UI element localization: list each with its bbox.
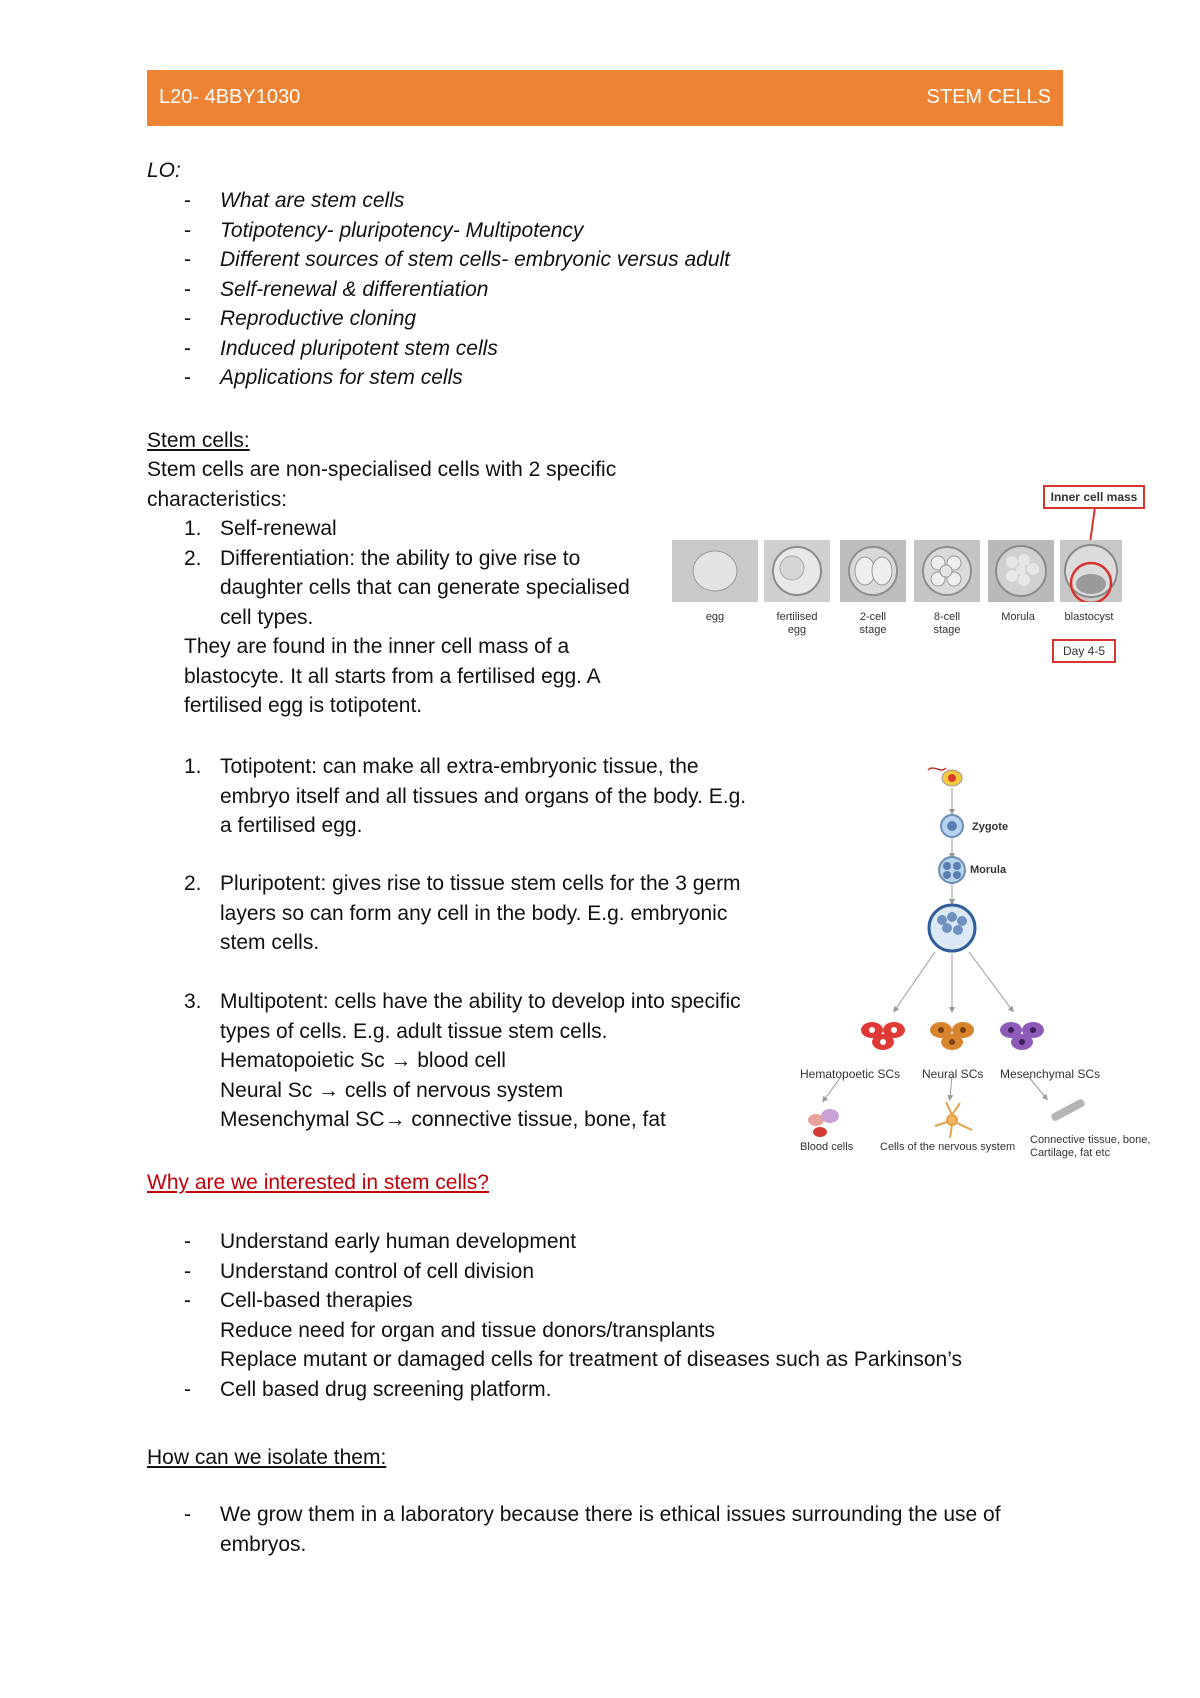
potency-number: 3.	[184, 990, 202, 1013]
lo-item: Induced pluripotent stem cells	[220, 336, 498, 360]
lo-title: LO:	[147, 159, 181, 182]
caption-line: stage	[859, 624, 887, 636]
potency-line: a fertilised egg.	[220, 814, 363, 837]
lo-dash: -	[184, 277, 191, 301]
lo-item: Reproductive cloning	[220, 307, 417, 330]
why-dash: -	[184, 1377, 191, 1401]
day-label: Day 4-5	[1052, 639, 1116, 663]
found-line: fertilised egg is totipotent.	[184, 694, 423, 717]
embryo-stage-images	[672, 538, 1122, 602]
why-line: Understand early human development	[220, 1230, 577, 1253]
neural-sc-label: Neural SCs	[922, 1067, 984, 1081]
lo-item: What are stem cells	[220, 189, 405, 212]
embryo-stage-caption	[907, 611, 987, 637]
hematopoietic-sc-label: Hematopoetic SCs	[800, 1067, 901, 1081]
connective-label-1: Connective tissue, bone,	[1030, 1134, 1150, 1146]
caption-line: stage	[933, 624, 961, 636]
potency-line: types of cells. E.g. adult tissue stem cells.	[220, 1019, 608, 1043]
lo-item: Totipotency- pluripotency- Multipotency	[220, 218, 584, 242]
found-line: blastocyte. It all starts from a fertilised egg. A	[184, 664, 601, 688]
why-dash: -	[184, 1259, 191, 1283]
potency-line: stem cells.	[220, 931, 320, 954]
caption-line: 2-cell	[859, 611, 887, 623]
lo-dash: -	[184, 218, 191, 242]
connective-tissue-icon	[1050, 1098, 1086, 1122]
neuron-icon	[935, 1102, 972, 1138]
lo-dash: -	[184, 366, 191, 389]
embryo-stage-caption	[833, 611, 913, 637]
differentiation-tree	[800, 760, 1150, 1160]
isolate-line-2: embryos.	[220, 1533, 307, 1556]
characteristic-line: Differentiation: the ability to give rise to	[220, 546, 581, 570]
inner-cell-mass-label: Inner cell mass	[1043, 485, 1145, 509]
characteristic-number: 1.	[184, 517, 202, 540]
course-code: L20- 4BBY1030	[159, 86, 301, 108]
potency-line: Multipotent: cells have the ability to develop into specific	[220, 990, 741, 1013]
caption-line: blastocyst	[1064, 611, 1114, 623]
isolate-heading: How can we isolate them:	[147, 1446, 387, 1469]
caption-line: Morula	[1001, 611, 1035, 623]
embryo-stage-caption	[675, 611, 755, 624]
blood-cells-label: Blood cells	[800, 1141, 854, 1153]
embryo-stage-caption	[978, 611, 1058, 624]
characteristic-line: daughter cells that can generate specialised	[220, 576, 630, 599]
why-dash: -	[184, 1289, 191, 1312]
mesenchymal-sc-label: Mesenchymal SCs	[1000, 1067, 1101, 1081]
lo-dash: -	[184, 248, 191, 271]
hematopoietic-sc-icon	[861, 1022, 905, 1050]
characteristic-line: cell types.	[220, 605, 314, 629]
why-line: Cell-based therapies	[220, 1289, 413, 1312]
caption-line: 8-cell	[933, 611, 961, 623]
why-dash: -	[184, 1230, 191, 1253]
morula-label: Morula	[970, 864, 1007, 876]
sperm-icon	[928, 768, 946, 770]
why-line: Understand control of cell division	[220, 1259, 534, 1283]
blood-cells-icon	[808, 1109, 839, 1137]
why-heading: Why are we interested in stem cells?	[147, 1171, 489, 1194]
potency-number: 1.	[184, 755, 202, 778]
header-bar	[147, 70, 1063, 126]
why-line: Reduce need for organ and tissue donors/transplants	[220, 1318, 715, 1342]
potency-line: Totipotent: can make all extra-embryonic tissue, the	[220, 755, 699, 778]
embryo-stage-caption	[757, 611, 837, 637]
lo-dash: -	[184, 189, 191, 212]
mesenchymal-sc-icon	[1000, 1022, 1044, 1050]
potency-line: layers so can form any cell in the body. E.g. embryonic	[220, 901, 728, 925]
lecture-title: STEM CELLS	[926, 86, 1051, 108]
morula-icon	[939, 857, 965, 883]
stem-intro-2: characteristics:	[147, 488, 288, 511]
stem-intro-1: Stem cells are non-specialised cells with 2 specific	[147, 458, 617, 481]
lo-dash: -	[184, 307, 191, 330]
potency-number: 2.	[184, 872, 202, 895]
connective-label-2: Cartilage, fat etc	[1030, 1147, 1111, 1159]
caption-line: egg	[705, 611, 725, 623]
neural-sc-icon	[930, 1022, 974, 1050]
potency-line: Pluripotent: gives rise to tissue stem cells for the 3 germ	[220, 872, 741, 895]
zygote-label: Zygote	[972, 821, 1009, 833]
why-line: Cell based drug screening platform.	[220, 1377, 552, 1401]
embryo-stage-caption	[1049, 611, 1129, 624]
lo-item: Self-renewal & differentiation	[220, 277, 489, 301]
caption-line: fertilised	[776, 611, 818, 623]
why-line: Replace mutant or damaged cells for treatment of diseases such as Parkinson’s	[220, 1348, 962, 1371]
potency-line: Hematopoietic Sc → blood cell	[220, 1049, 506, 1072]
found-line: They are found in the inner cell mass of a	[184, 635, 570, 658]
isolate-line-1: We grow them in a laboratory because there is ethical issues surrounding the use of	[220, 1503, 1001, 1526]
potency-line: embryo itself and all tissues and organs of the body. E.g.	[220, 784, 747, 808]
stem-heading: Stem cells:	[147, 429, 250, 452]
lo-item: Applications for stem cells	[220, 366, 463, 389]
lo-dash: -	[184, 336, 191, 360]
caption-line: egg	[787, 624, 807, 636]
potency-line: Mesenchymal SC→ connective tissue, bone, fat	[220, 1108, 666, 1131]
lo-item: Different sources of stem cells- embryonic versus adult	[220, 248, 731, 271]
isolate-dash: -	[184, 1503, 191, 1526]
nervous-cells-label: Cells of the nervous system	[880, 1141, 1016, 1153]
characteristic-number: 2.	[184, 546, 202, 570]
characteristic-line: Self-renewal	[220, 517, 337, 540]
potency-line: Neural Sc → cells of nervous system	[220, 1078, 564, 1102]
